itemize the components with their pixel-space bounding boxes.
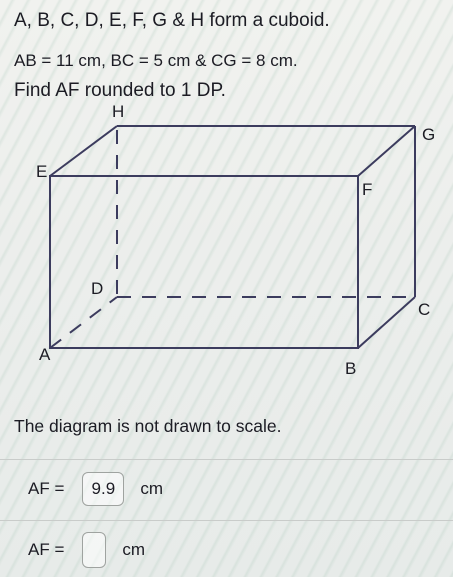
input-unit: cm xyxy=(122,540,146,559)
label-h: H xyxy=(112,102,125,121)
edge-eh xyxy=(50,126,117,176)
label-e: E xyxy=(36,162,48,181)
hidden-edge-ad xyxy=(50,297,117,348)
front-face xyxy=(50,176,358,348)
answer-row xyxy=(28,472,163,506)
edge-bc xyxy=(358,297,415,348)
label-g: G xyxy=(422,125,436,144)
answer-unit: cm xyxy=(140,479,164,498)
divider xyxy=(0,459,453,460)
answer-label: AF = xyxy=(28,479,65,498)
question-line-1: A, B, C, D, E, F, G & H form a cuboid. xyxy=(14,10,330,31)
edge-fg xyxy=(358,126,415,176)
scale-note: The diagram is not drawn to scale. xyxy=(14,416,282,436)
label-a: A xyxy=(39,345,51,364)
label-f: F xyxy=(362,180,373,199)
answer-box: 9.9 xyxy=(82,472,124,506)
question-line-3: Find AF rounded to 1 DP. xyxy=(14,80,226,101)
input-row xyxy=(28,532,145,568)
answer-input[interactable] xyxy=(82,532,106,568)
label-c: C xyxy=(418,300,431,319)
label-d: D xyxy=(91,279,104,298)
question-line-2: AB = 11 cm, BC = 5 cm & CG = 8 cm. xyxy=(14,51,298,70)
input-label: AF = xyxy=(28,540,65,559)
label-b: B xyxy=(345,359,357,378)
divider xyxy=(0,520,453,521)
